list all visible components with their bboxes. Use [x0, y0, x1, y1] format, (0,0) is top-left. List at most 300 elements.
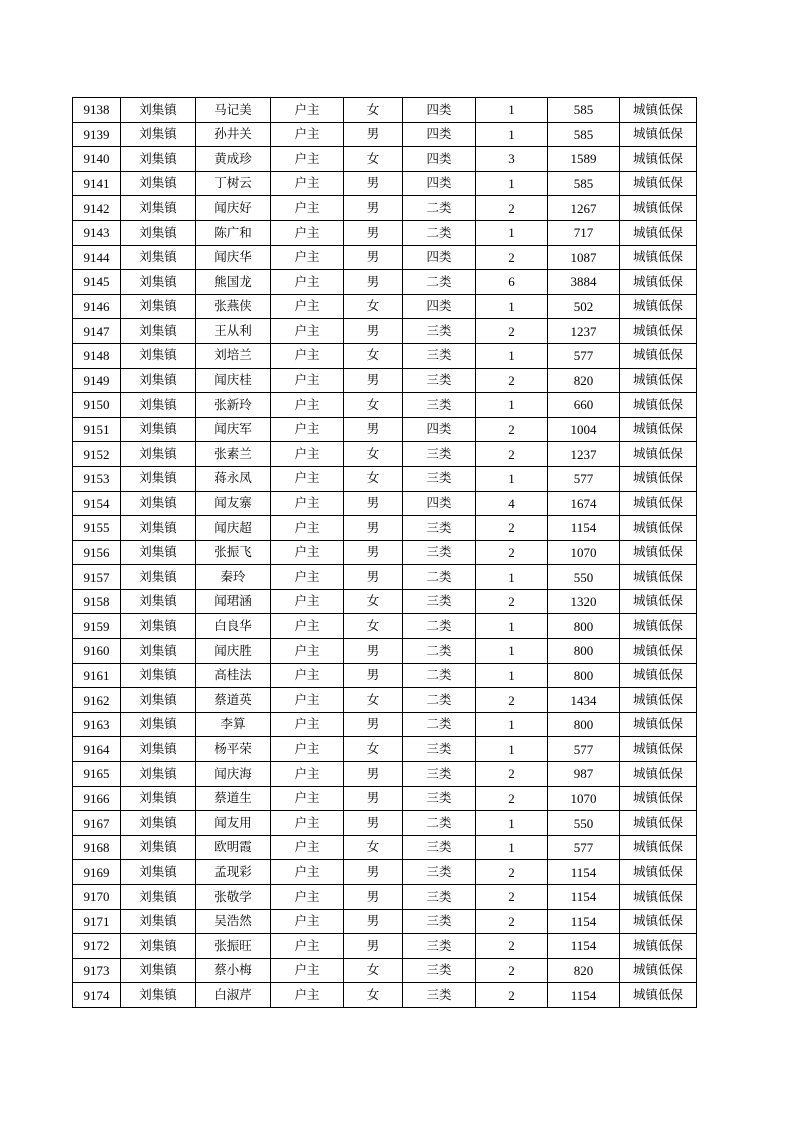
assistance-type-cell: 城镇低保 — [620, 688, 697, 713]
household-size-cell: 2 — [476, 885, 548, 910]
town-cell: 刘集镇 — [121, 442, 196, 467]
category-cell: 四类 — [403, 491, 476, 516]
town-cell: 刘集镇 — [121, 860, 196, 885]
name-cell: 闻庆军 — [196, 417, 271, 442]
category-cell: 三类 — [403, 368, 476, 393]
amount-cell: 1070 — [548, 786, 620, 811]
category-cell: 三类 — [403, 885, 476, 910]
assistance-type-cell: 城镇低保 — [620, 516, 697, 541]
record-number-cell: 9148 — [73, 343, 121, 368]
category-cell: 二类 — [403, 565, 476, 590]
relation-cell: 户主 — [271, 934, 344, 959]
assistance-type-cell: 城镇低保 — [620, 196, 697, 221]
category-cell: 三类 — [403, 762, 476, 787]
name-cell: 刘培兰 — [196, 343, 271, 368]
category-cell: 二类 — [403, 688, 476, 713]
record-number-cell: 9141 — [73, 171, 121, 196]
household-size-cell: 2 — [476, 516, 548, 541]
name-cell: 熊国龙 — [196, 270, 271, 295]
record-number-cell: 9165 — [73, 762, 121, 787]
gender-cell: 男 — [344, 663, 403, 688]
amount-cell: 3884 — [548, 270, 620, 295]
table-row — [73, 958, 697, 983]
relation-cell: 户主 — [271, 245, 344, 270]
gender-cell: 男 — [344, 885, 403, 910]
name-cell: 闻友寨 — [196, 491, 271, 516]
table-row — [73, 417, 697, 442]
relation-cell: 户主 — [271, 712, 344, 737]
town-cell: 刘集镇 — [121, 885, 196, 910]
amount-cell: 1320 — [548, 589, 620, 614]
relation-cell: 户主 — [271, 171, 344, 196]
town-cell: 刘集镇 — [121, 983, 196, 1008]
gender-cell: 女 — [344, 294, 403, 319]
relation-cell: 户主 — [271, 270, 344, 295]
name-cell: 欧明霞 — [196, 835, 271, 860]
relation-cell: 户主 — [271, 614, 344, 639]
town-cell: 刘集镇 — [121, 343, 196, 368]
relation-cell: 户主 — [271, 885, 344, 910]
assistance-type-cell: 城镇低保 — [620, 737, 697, 762]
assistance-type-cell: 城镇低保 — [620, 491, 697, 516]
household-size-cell: 2 — [476, 688, 548, 713]
record-number-cell: 9146 — [73, 294, 121, 319]
household-size-cell: 1 — [476, 811, 548, 836]
household-size-cell: 2 — [476, 958, 548, 983]
household-size-cell: 2 — [476, 245, 548, 270]
town-cell: 刘集镇 — [121, 270, 196, 295]
gender-cell: 女 — [344, 343, 403, 368]
relation-cell: 户主 — [271, 417, 344, 442]
assistance-type-cell: 城镇低保 — [620, 220, 697, 245]
name-cell: 张振旺 — [196, 934, 271, 959]
name-cell: 王从利 — [196, 319, 271, 344]
category-cell: 四类 — [403, 417, 476, 442]
table-row — [73, 885, 697, 910]
relation-cell: 户主 — [271, 442, 344, 467]
name-cell: 高桂法 — [196, 663, 271, 688]
name-cell: 黄成珍 — [196, 147, 271, 172]
record-number-cell: 9174 — [73, 983, 121, 1008]
amount-cell: 1267 — [548, 196, 620, 221]
record-number-cell: 9171 — [73, 909, 121, 934]
gender-cell: 男 — [344, 245, 403, 270]
amount-cell: 1154 — [548, 885, 620, 910]
gender-cell: 女 — [344, 737, 403, 762]
record-number-cell: 9161 — [73, 663, 121, 688]
record-number-cell: 9156 — [73, 540, 121, 565]
table-row — [73, 835, 697, 860]
record-number-cell: 9160 — [73, 639, 121, 664]
relation-cell: 户主 — [271, 491, 344, 516]
amount-cell: 1237 — [548, 442, 620, 467]
assistance-type-cell: 城镇低保 — [620, 147, 697, 172]
table-row — [73, 466, 697, 491]
name-cell: 张敬学 — [196, 885, 271, 910]
town-cell: 刘集镇 — [121, 737, 196, 762]
household-size-cell: 1 — [476, 835, 548, 860]
relation-cell: 户主 — [271, 393, 344, 418]
record-number-cell: 9162 — [73, 688, 121, 713]
gender-cell: 男 — [344, 516, 403, 541]
category-cell: 三类 — [403, 319, 476, 344]
relation-cell: 户主 — [271, 368, 344, 393]
household-size-cell: 1 — [476, 614, 548, 639]
gender-cell: 男 — [344, 196, 403, 221]
category-cell: 二类 — [403, 811, 476, 836]
name-cell: 闻庆桂 — [196, 368, 271, 393]
name-cell: 孙井关 — [196, 122, 271, 147]
town-cell: 刘集镇 — [121, 98, 196, 123]
amount-cell: 987 — [548, 762, 620, 787]
category-cell: 二类 — [403, 614, 476, 639]
assistance-type-cell: 城镇低保 — [620, 958, 697, 983]
household-size-cell: 2 — [476, 983, 548, 1008]
record-number-cell: 9164 — [73, 737, 121, 762]
record-number-cell: 9158 — [73, 589, 121, 614]
category-cell: 二类 — [403, 270, 476, 295]
record-number-cell: 9170 — [73, 885, 121, 910]
record-number-cell: 9147 — [73, 319, 121, 344]
town-cell: 刘集镇 — [121, 639, 196, 664]
table-row — [73, 393, 697, 418]
name-cell: 蔡小梅 — [196, 958, 271, 983]
amount-cell: 800 — [548, 639, 620, 664]
amount-cell: 820 — [548, 368, 620, 393]
household-size-cell: 1 — [476, 98, 548, 123]
name-cell: 白良华 — [196, 614, 271, 639]
category-cell: 三类 — [403, 934, 476, 959]
household-size-cell: 2 — [476, 368, 548, 393]
name-cell: 闻友用 — [196, 811, 271, 836]
category-cell: 三类 — [403, 983, 476, 1008]
household-size-cell: 1 — [476, 393, 548, 418]
amount-cell: 1154 — [548, 516, 620, 541]
table-row — [73, 220, 697, 245]
table-row — [73, 270, 697, 295]
gender-cell: 男 — [344, 220, 403, 245]
relation-cell: 户主 — [271, 983, 344, 1008]
amount-cell: 800 — [548, 663, 620, 688]
table-row — [73, 343, 697, 368]
gender-cell: 男 — [344, 491, 403, 516]
table-row — [73, 147, 697, 172]
table-row — [73, 245, 697, 270]
gender-cell: 男 — [344, 270, 403, 295]
household-size-cell: 1 — [476, 294, 548, 319]
category-cell: 四类 — [403, 98, 476, 123]
amount-cell: 1154 — [548, 934, 620, 959]
record-number-cell: 9173 — [73, 958, 121, 983]
category-cell: 三类 — [403, 442, 476, 467]
table-row — [73, 294, 697, 319]
assistance-type-cell: 城镇低保 — [620, 811, 697, 836]
town-cell: 刘集镇 — [121, 466, 196, 491]
assistance-type-cell: 城镇低保 — [620, 540, 697, 565]
category-cell: 四类 — [403, 294, 476, 319]
category-cell: 三类 — [403, 589, 476, 614]
relation-cell: 户主 — [271, 909, 344, 934]
town-cell: 刘集镇 — [121, 712, 196, 737]
town-cell: 刘集镇 — [121, 909, 196, 934]
record-number-cell: 9145 — [73, 270, 121, 295]
town-cell: 刘集镇 — [121, 147, 196, 172]
amount-cell: 1434 — [548, 688, 620, 713]
name-cell: 闻庆胜 — [196, 639, 271, 664]
relation-cell: 户主 — [271, 860, 344, 885]
relation-cell: 户主 — [271, 343, 344, 368]
household-size-cell: 2 — [476, 196, 548, 221]
category-cell: 三类 — [403, 516, 476, 541]
assistance-type-cell: 城镇低保 — [620, 762, 697, 787]
household-size-cell: 2 — [476, 786, 548, 811]
household-size-cell: 1 — [476, 343, 548, 368]
name-cell: 蔡道英 — [196, 688, 271, 713]
table-row — [73, 540, 697, 565]
assistance-type-cell: 城镇低保 — [620, 98, 697, 123]
amount-cell: 800 — [548, 712, 620, 737]
category-cell: 四类 — [403, 245, 476, 270]
name-cell: 马记美 — [196, 98, 271, 123]
category-cell: 三类 — [403, 393, 476, 418]
name-cell: 蒋永凤 — [196, 466, 271, 491]
name-cell: 闻庆超 — [196, 516, 271, 541]
assistance-type-cell: 城镇低保 — [620, 786, 697, 811]
table-row — [73, 983, 697, 1008]
gender-cell: 男 — [344, 934, 403, 959]
gender-cell: 男 — [344, 860, 403, 885]
assistance-type-cell: 城镇低保 — [620, 885, 697, 910]
assistance-type-cell: 城镇低保 — [620, 565, 697, 590]
household-size-cell: 1 — [476, 737, 548, 762]
amount-cell: 550 — [548, 565, 620, 590]
town-cell: 刘集镇 — [121, 245, 196, 270]
record-number-cell: 9172 — [73, 934, 121, 959]
amount-cell: 577 — [548, 343, 620, 368]
town-cell: 刘集镇 — [121, 663, 196, 688]
assistance-type-cell: 城镇低保 — [620, 417, 697, 442]
table-row — [73, 786, 697, 811]
amount-cell: 585 — [548, 98, 620, 123]
gender-cell: 女 — [344, 614, 403, 639]
name-cell: 张振飞 — [196, 540, 271, 565]
category-cell: 三类 — [403, 909, 476, 934]
table-row — [73, 196, 697, 221]
amount-cell: 502 — [548, 294, 620, 319]
table-row — [73, 712, 697, 737]
assistance-type-cell: 城镇低保 — [620, 934, 697, 959]
assistance-type-cell: 城镇低保 — [620, 614, 697, 639]
amount-cell: 1004 — [548, 417, 620, 442]
name-cell: 秦玲 — [196, 565, 271, 590]
category-cell: 二类 — [403, 639, 476, 664]
town-cell: 刘集镇 — [121, 220, 196, 245]
gender-cell: 女 — [344, 835, 403, 860]
name-cell: 吴浩然 — [196, 909, 271, 934]
name-cell: 李算 — [196, 712, 271, 737]
gender-cell: 男 — [344, 122, 403, 147]
name-cell: 杨平荣 — [196, 737, 271, 762]
gender-cell: 男 — [344, 811, 403, 836]
record-number-cell: 9153 — [73, 466, 121, 491]
name-cell: 孟现彩 — [196, 860, 271, 885]
household-size-cell: 4 — [476, 491, 548, 516]
category-cell: 三类 — [403, 466, 476, 491]
name-cell: 白淑芹 — [196, 983, 271, 1008]
household-size-cell: 1 — [476, 565, 548, 590]
amount-cell: 1589 — [548, 147, 620, 172]
household-size-cell: 1 — [476, 712, 548, 737]
record-number-cell: 9152 — [73, 442, 121, 467]
amount-cell: 585 — [548, 171, 620, 196]
category-cell: 二类 — [403, 712, 476, 737]
relation-cell: 户主 — [271, 639, 344, 664]
relation-cell: 户主 — [271, 540, 344, 565]
town-cell: 刘集镇 — [121, 958, 196, 983]
name-cell: 闻庆华 — [196, 245, 271, 270]
table-row — [73, 934, 697, 959]
category-cell: 四类 — [403, 171, 476, 196]
name-cell: 闻庆好 — [196, 196, 271, 221]
category-cell: 四类 — [403, 122, 476, 147]
table-row — [73, 319, 697, 344]
gender-cell: 男 — [344, 786, 403, 811]
category-cell: 三类 — [403, 737, 476, 762]
category-cell: 三类 — [403, 786, 476, 811]
name-cell: 张燕侠 — [196, 294, 271, 319]
amount-cell: 717 — [548, 220, 620, 245]
gender-cell: 女 — [344, 983, 403, 1008]
amount-cell: 1237 — [548, 319, 620, 344]
town-cell: 刘集镇 — [121, 688, 196, 713]
gender-cell: 女 — [344, 147, 403, 172]
gender-cell: 男 — [344, 565, 403, 590]
name-cell: 闻珺涵 — [196, 589, 271, 614]
gender-cell: 男 — [344, 417, 403, 442]
town-cell: 刘集镇 — [121, 368, 196, 393]
household-size-cell: 2 — [476, 442, 548, 467]
relation-cell: 户主 — [271, 811, 344, 836]
amount-cell: 820 — [548, 958, 620, 983]
name-cell: 张新玲 — [196, 393, 271, 418]
amount-cell: 1154 — [548, 983, 620, 1008]
town-cell: 刘集镇 — [121, 319, 196, 344]
gender-cell: 男 — [344, 712, 403, 737]
record-number-cell: 9150 — [73, 393, 121, 418]
amount-cell: 585 — [548, 122, 620, 147]
relation-cell: 户主 — [271, 688, 344, 713]
relation-cell: 户主 — [271, 220, 344, 245]
assistance-roster-table — [72, 97, 697, 1008]
household-size-cell: 1 — [476, 466, 548, 491]
town-cell: 刘集镇 — [121, 171, 196, 196]
assistance-type-cell: 城镇低保 — [620, 589, 697, 614]
town-cell: 刘集镇 — [121, 196, 196, 221]
gender-cell: 男 — [344, 762, 403, 787]
record-number-cell: 9163 — [73, 712, 121, 737]
relation-cell: 户主 — [271, 565, 344, 590]
category-cell: 三类 — [403, 835, 476, 860]
household-size-cell: 1 — [476, 171, 548, 196]
gender-cell: 男 — [344, 171, 403, 196]
gender-cell: 男 — [344, 639, 403, 664]
table-row — [73, 639, 697, 664]
record-number-cell: 9139 — [73, 122, 121, 147]
table-row — [73, 589, 697, 614]
record-number-cell: 9142 — [73, 196, 121, 221]
household-size-cell: 2 — [476, 860, 548, 885]
table-row — [73, 614, 697, 639]
household-size-cell: 1 — [476, 220, 548, 245]
table-row — [73, 491, 697, 516]
record-number-cell: 9154 — [73, 491, 121, 516]
assistance-type-cell: 城镇低保 — [620, 983, 697, 1008]
relation-cell: 户主 — [271, 466, 344, 491]
assistance-type-cell: 城镇低保 — [620, 860, 697, 885]
record-number-cell: 9140 — [73, 147, 121, 172]
town-cell: 刘集镇 — [121, 122, 196, 147]
amount-cell: 577 — [548, 466, 620, 491]
name-cell: 陈广和 — [196, 220, 271, 245]
table-row — [73, 516, 697, 541]
relation-cell: 户主 — [271, 835, 344, 860]
record-number-cell: 9138 — [73, 98, 121, 123]
town-cell: 刘集镇 — [121, 786, 196, 811]
relation-cell: 户主 — [271, 762, 344, 787]
assistance-type-cell: 城镇低保 — [620, 639, 697, 664]
amount-cell: 577 — [548, 835, 620, 860]
record-number-cell: 9149 — [73, 368, 121, 393]
relation-cell: 户主 — [271, 589, 344, 614]
household-size-cell: 2 — [476, 417, 548, 442]
gender-cell: 男 — [344, 368, 403, 393]
household-size-cell: 2 — [476, 909, 548, 934]
gender-cell: 女 — [344, 688, 403, 713]
relation-cell: 户主 — [271, 98, 344, 123]
town-cell: 刘集镇 — [121, 491, 196, 516]
household-size-cell: 6 — [476, 270, 548, 295]
amount-cell: 1154 — [548, 909, 620, 934]
relation-cell: 户主 — [271, 147, 344, 172]
relation-cell: 户主 — [271, 294, 344, 319]
category-cell: 三类 — [403, 958, 476, 983]
assistance-type-cell: 城镇低保 — [620, 368, 697, 393]
relation-cell: 户主 — [271, 319, 344, 344]
assistance-type-cell: 城镇低保 — [620, 909, 697, 934]
town-cell: 刘集镇 — [121, 294, 196, 319]
record-number-cell: 9143 — [73, 220, 121, 245]
town-cell: 刘集镇 — [121, 934, 196, 959]
gender-cell: 男 — [344, 909, 403, 934]
table-row — [73, 122, 697, 147]
amount-cell: 1070 — [548, 540, 620, 565]
household-size-cell: 1 — [476, 639, 548, 664]
table-row — [73, 688, 697, 713]
household-size-cell: 1 — [476, 663, 548, 688]
assistance-type-cell: 城镇低保 — [620, 319, 697, 344]
household-size-cell: 2 — [476, 762, 548, 787]
gender-cell: 女 — [344, 442, 403, 467]
assistance-type-cell: 城镇低保 — [620, 393, 697, 418]
category-cell: 三类 — [403, 860, 476, 885]
record-number-cell: 9155 — [73, 516, 121, 541]
town-cell: 刘集镇 — [121, 393, 196, 418]
category-cell: 二类 — [403, 220, 476, 245]
name-cell: 闻庆海 — [196, 762, 271, 787]
record-number-cell: 9168 — [73, 835, 121, 860]
assistance-type-cell: 城镇低保 — [620, 835, 697, 860]
assistance-type-cell: 城镇低保 — [620, 442, 697, 467]
